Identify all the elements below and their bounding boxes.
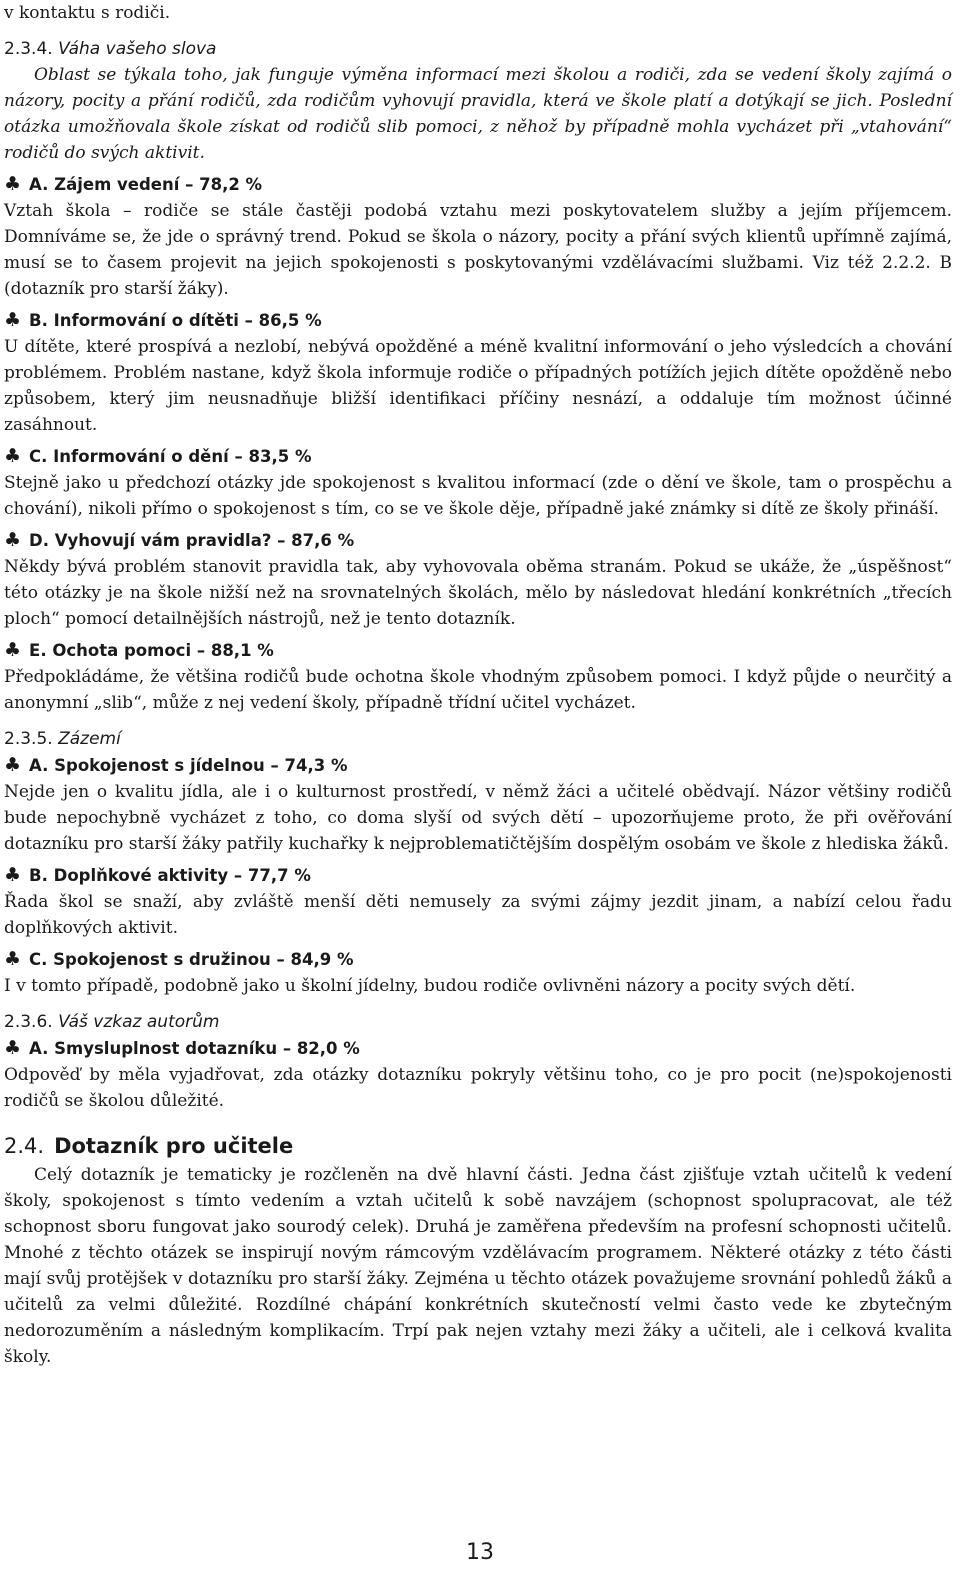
item-2-3-4-a	[4, 171, 952, 302]
section-title: Zázemí	[58, 729, 121, 749]
item-text: Vztah škola – rodiče se stále častěji podobá vztahu mezi poskytovatelem služby a jejím příjemcem. Domníváme se, že jde o správný trend. Pokud se škola o názory, pocity a přání svých klientů upřímně zajímá, musí se to časem projevit na jejich spokojenosti s poskytovanými vzdělávacími službami. Viz též 2.2.2. B (dotazník pro starší žáky).	[4, 201, 952, 299]
item-label: A. Smysluplnost dotazníku – 82,0 %	[29, 1039, 360, 1058]
club-icon: ♣	[4, 864, 22, 886]
club-icon: ♣	[4, 529, 22, 551]
section-title: Váš vzkaz autorům	[58, 1012, 220, 1032]
club-icon: ♣	[4, 309, 22, 331]
section-number: 2.3.4.	[4, 39, 53, 59]
item-label: A. Spokojenost s jídelnou – 74,3 %	[29, 756, 348, 775]
club-icon: ♣	[4, 1037, 22, 1059]
page-number: 13	[466, 1540, 494, 1565]
item-label: E. Ochota pomoci – 88,1 %	[29, 641, 274, 660]
section-heading-2-3-4	[4, 36, 952, 62]
item-text: Řada škol se snaží, aby zvláště menší děti nemusely za svými zájmy jezdit jinam, a nabízí celou řadu doplňkových aktivit.	[4, 892, 952, 938]
top-fragment: v kontaktu s rodiči.	[4, 3, 171, 23]
section-heading-2-3-6	[4, 1009, 952, 1035]
item-text: Odpověď by měla vyjadřovat, zda otázky dotazníku pokryly většinu toho, co je pro pocit (ne)spokojenosti rodičů se školou důležité.	[4, 1065, 952, 1111]
club-icon: ♣	[4, 948, 22, 970]
item-text: Stejně jako u předchozí otázky jde spokojenost s kvalitou informací (zde o dění ve škole, tam o prospěchu a chování), nikoli přímo o spokojenost s tím, co se ve škole děje, případně jaké známky si dítě ze školy přináší.	[4, 473, 952, 519]
chapter-heading-2-4	[4, 1130, 952, 1162]
section-heading-2-3-5	[4, 726, 952, 752]
item-label: B. Doplňkové aktivity – 77,7 %	[29, 866, 311, 885]
chapter-text: Celý dotazník je tematicky je rozčleněn na dvě hlavní části. Jedna část zjišťuje vztah učitelů k vedení školy, spokojenost s tímto vedením a vztah učitelů k sobě navzájem (schopnost spolupracovat, ale též schopnost sboru fungovat jako sourodý celek). Druhá je zaměřena především na profesní schopnosti učitelů. Mnohé z těchto otázek se inspirují novým rámcovým vzdělávacím programem. Některé otázky z této části mají svůj protějšek v dotazníku pro starší žáky. Zejména u těchto otázek považujeme srovnání pohledů žáků a učitelů za velmi důležité. Rozdílné chápání konkrétních skutečností velmi často vede ke zbytečným nedorozuměním a následným komplikacím. Trpí pak nejen vztahy mezi žáky a učiteli, ale i celková kvalita školy.	[4, 1165, 952, 1367]
item-2-3-5-c	[4, 946, 952, 999]
club-icon: ♣	[4, 754, 22, 776]
chapter-number: 2.4.	[4, 1134, 45, 1158]
club-icon: ♣	[4, 173, 22, 195]
item-2-3-4-d	[4, 527, 952, 632]
item-text: Nejde jen o kvalitu jídla, ale i o kulturnost prostředí, v němž žáci a učitelé obědvají. Názor většiny rodičů bude nepochybně vycházet z toho, co doma slyší od svých dětí – upozorňujeme proto, že při ověřování dotazníku pro starší žáky patřily kuchařky k nejproblematičtějším dospělým osobám ve škole z hlediska žáků.	[4, 782, 952, 854]
item-2-3-6-a	[4, 1035, 952, 1114]
item-text: Někdy bývá problém stanovit pravidla tak, aby vyhovovala oběma stranám. Pokud se ukáže, že „úspěšnost“ této otázky je na škole nižší než na srovnatelných školách, mělo by následovat hledání konkrétních „třecích ploch“ pomocí detailnějších nástrojů, než je tento dotazník.	[4, 557, 952, 629]
item-2-3-4-e	[4, 637, 952, 716]
section-number: 2.3.5.	[4, 729, 53, 749]
item-text: I v tomto případě, podobně jako u školní jídelny, budou rodiče ovlivněni názory a pocity svých dětí.	[4, 976, 856, 996]
item-2-3-5-b	[4, 862, 952, 941]
club-icon: ♣	[4, 639, 22, 661]
section-number: 2.3.6.	[4, 1012, 53, 1032]
item-label: A. Zájem vedení – 78,2 %	[29, 175, 263, 194]
section-intro: Oblast se týkala toho, jak funguje výměna informací mezi školou a rodiči, zda se vedení školy zajímá o názory, pocity a přání rodičů, zda rodičům vyhovují pravidla, která ve škole platí a dotýkají se jich. Poslední otázka umožňovala škole získat od rodičů slib pomoci, z něhož by případně mohla vycházet při „vtahování“ rodičů do svých aktivit.	[4, 65, 952, 163]
chapter-title: Dotazník pro učitele	[54, 1134, 294, 1158]
item-label: B. Informování o dítěti – 86,5 %	[29, 311, 322, 330]
item-2-3-4-b	[4, 307, 952, 438]
item-text: U dítěte, které prospívá a nezlobí, nebývá opožděné a méně kvalitní informování o jeho výsledcích a chování problémem. Problém nastane, když škola informuje rodiče o případných potížích jejich dítěte opožděně nebo způsobem, který jim neusnadňuje bližší identifikaci příčiny nesnází, a oddaluje tím možnost účinné zasáhnout.	[4, 337, 952, 435]
item-label: C. Informování o dění – 83,5 %	[29, 447, 312, 466]
item-label: C. Spokojenost s družinou – 84,9 %	[29, 950, 354, 969]
item-label: D. Vyhovují vám pravidla? – 87,6 %	[29, 531, 355, 550]
section-title: Váha vašeho slova	[58, 39, 217, 59]
page-content	[4, 0, 952, 1370]
item-text: Předpokládáme, že většina rodičů bude ochotna škole vhodným způsobem pomoci. I když půjde o neurčitý a anonymní „slib“, může z nej vedení školy, případně třídní učitel vycházet.	[4, 667, 952, 713]
club-icon: ♣	[4, 445, 22, 467]
item-2-3-5-a	[4, 752, 952, 857]
item-2-3-4-c	[4, 443, 952, 522]
